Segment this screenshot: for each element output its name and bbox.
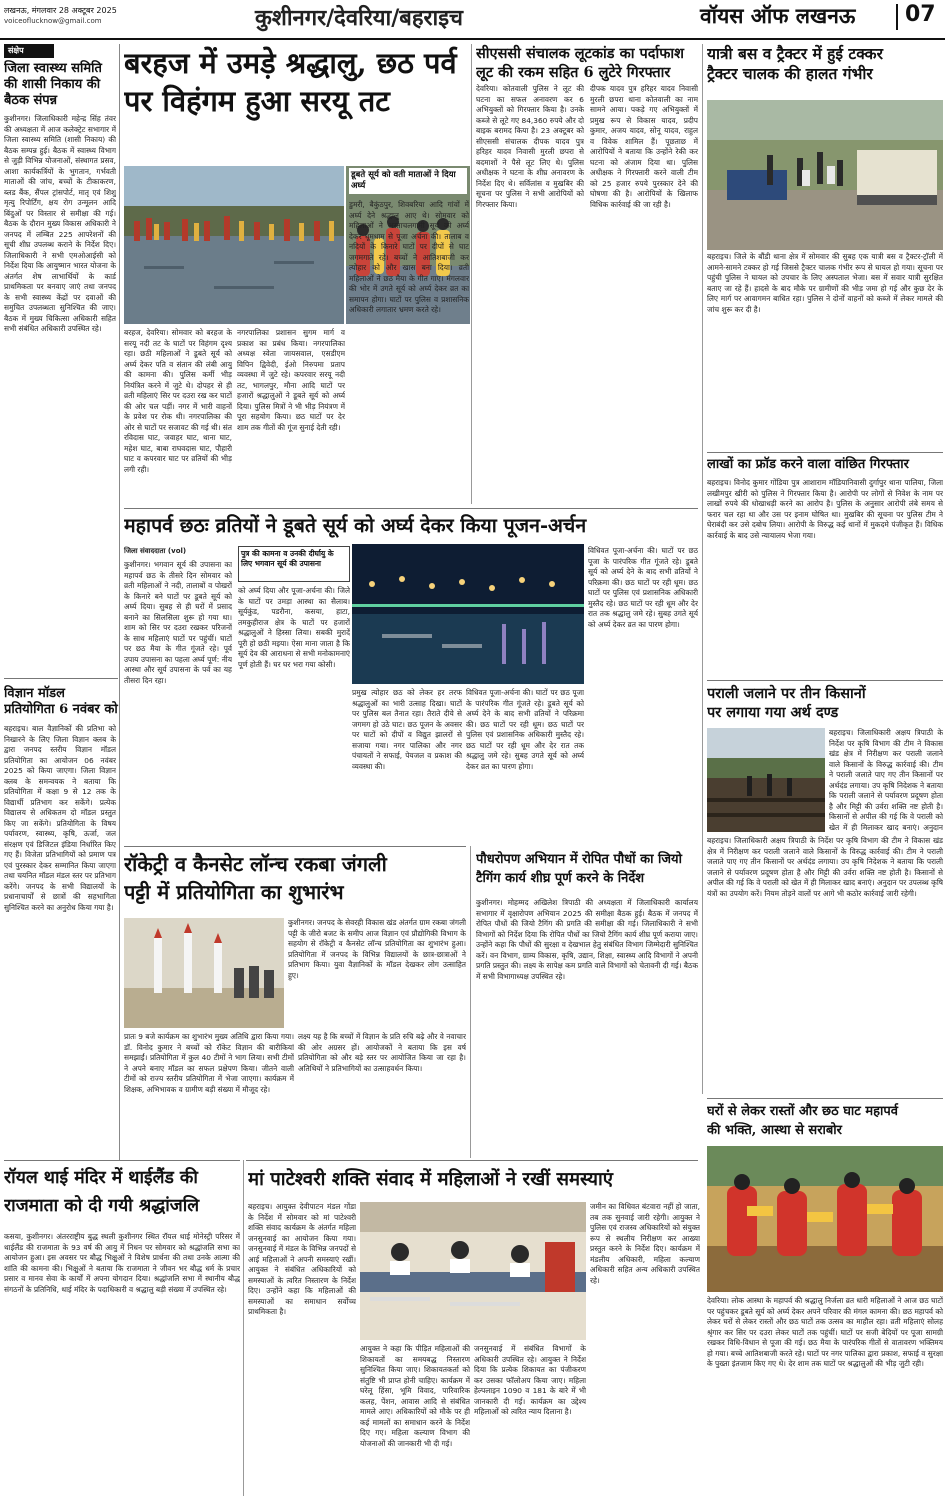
brief-science-model-body: बहराइच। बाल वैज्ञानिकों की प्रतिभा को निखारने के लिए जिला विज्ञान क्लब के द्वारा जनपद स्तरीय विज्ञान मॉडल प्रतियोगिता का आयोजन 06 नवंबर 2025 को किया जाएगा। जिला विज्ञान क्लब के समन्वयक ने बताया कि प्रतियोगिता में कक्षा 9 से 12 तक के विद्यार्थी प्रतिभाग कर सकेंगे। प्रत्येक विद्यालय से अधिकतम दो मॉडल प्रस्तुत किए जा सकेंगे। प्रतियोगिता के विषय पर्यावरण, स्वास्थ्य, कृषि, ऊर्जा, जल संरक्षण एवं डिजिटल इंडिया निर्धारित किए गए हैं। विजेता प्रतिभागियों को प्रमाण पत्र एवं पुरस्कार देकर सम्मानित किया जाएगा तथा चयनित मॉडल मंडल स्तर पर प्रतिभाग करेंगे। जनपद के सभी विद्यालयों के प्रधानाचार्यों से छात्रों की सहभागिता सुनिश्चित करने का अनुरोध किया गया है। bbox=[4, 724, 116, 912]
column-divider bbox=[470, 846, 471, 1158]
brief-health-committee-body: कुशीनगर। जिलाधिकारी महेन्द्र सिंह तंवर की अध्यक्षता में आज कलेक्ट्रेट सभागार में जिला स्वास्थ्य समिति (शासी निकाय) की बैठक सम्पन्न हुई। बैठक में स्वास्थ्य विभाग से जुड़ी विभिन्न योजनाओं, संस्थागत प्रसव, आशा कार्यकर्त्रियों के भुगतान, गर्भवती माताओं की जांच, बच्चों के टीकाकरण, ब्लड बैंक, सैंपल ट्रांसपोर्ट, मातृ एवं शिशु मृत्यु रिपोर्टिंग, क्षय रोग उन्मूलन आदि बिंदुओं पर विस्तार से समीक्षा की गई। बैठक के दौरान मुख्य विकास अधिकारी ने जनपद में लम्बित 225 आपरेशनों की सूची शीघ्र उपलब्ध कराने के निर्देश दिए। जिलाधिकारी ने सभी एमओआईसी को निर्देश दिया कि आयुष्मान भारत योजना के अंतर्गत शेष लाभार्थियों के कार्ड प्राथमिकता पर बनवाए जाएं तथा जनपद के सभी स्वास्थ्य केंद्रों पर दवाओं की समुचित उपलब्धता सुनिश्चित की जाए। बैठक में मुख्य चिकित्सा अधिकारी सहित सभी संबंधित अधिकारी उपस्थित रहे। bbox=[4, 114, 116, 333]
divider bbox=[4, 1160, 240, 1161]
column-divider bbox=[243, 1160, 244, 1496]
thai-headline-block bbox=[4, 1164, 240, 1230]
women-body-col4: जमीन का विधिवत बंटवारा नहीं हो जाता, तब तक सुनवाई जारी रहेगी। आयुक्त ने पुलिस एवं राजस्व अधिकारियों को संयुक्त रूप से स्थलीय निरीक्षण कर आख्या प्रस्तुत करने के निर्देश दिए। कार्यक्रम में मंडलीय अधिकारी, महिला कल्याण अधिकारी सहित अन्य अधिकारी उपस्थित रहे। bbox=[590, 1202, 700, 1285]
stubble-headline-line2: पर लगाया गया अर्थ दण्ड bbox=[707, 704, 839, 721]
ghat-headline-block bbox=[707, 1102, 943, 1144]
chhath-night-ghat-photo bbox=[352, 544, 584, 684]
robbery-headline-line1: सीएससी संचालक लूटकांड का पर्दाफाश bbox=[476, 45, 685, 62]
issue-date: लखनऊ, मंगलवार 28 अक्टूबर 2025 bbox=[4, 6, 117, 15]
bus-headline-line1: यात्री बस व ट्रैक्टर में हुई टक्कर bbox=[707, 44, 883, 63]
women-body-col3: जनसुनवाई में संबंधित विभागों के अधिकारी उपस्थित रहे। आयुक्त ने निर्देश दिया कि प्रत्येक शिकायत का पंजीकरण कर उसका फॉलोअप किया जाए। महिला हेल्पलाइन 1090 व 181 के बारे में भी जानकारी दी गई। कार्यक्रम का उद्देश्य महिलाओं को त्वरित न्याय दिलाना है। bbox=[474, 1344, 586, 1416]
robbery-body-col1: देवरिया। कोतवाली पुलिस ने लूट की घटना का सफल अनावरण कर 6 अभियुक्तों को गिरफ्तार किया है। उनके कब्जे से लूटे गए 84,360 रुपये और दो बाइक बरामद किया है। 23 अक्टूबर को सीएससी संचालक दीपक यादव पुत्र हरिहर यादव निवासी मुरली छपरा से बदमाशों ने पैसे लूट लिए थे। पुलिस अधीक्षक ने घटना के शीघ्र अनावरण के निर्देश दिए थे। सर्विलांस व मुखबिर की सूचना पर पुलिस ने सभी आरोपियों को गिरफ्तार किया। bbox=[476, 84, 584, 209]
rocket-headline-block bbox=[124, 850, 466, 914]
rocket-body-col1: कुशीनगर। जनपद के सेवरही विकास खंड अंतर्गत ग्राम रकबा जंगली पट्टी के जीरो बजट के समीप आज विज्ञान एवं प्रौद्योगिकी विभाग के सहयोग से रॉकेट्री व कैनसेट लॉन्च प्रतियोगिता का शुभारंभ हुआ। प्रतियोगिता में जनपद के विभिन्न विद्यालयों के छात्र-छात्राओं ने प्रतिभाग किया। युवा वैज्ञानिकों के मॉडल देखकर लोग उत्साहित हुए। bbox=[288, 918, 466, 980]
column-divider bbox=[702, 44, 703, 1094]
women-body-col2: आयुक्त ने कहा कि पीड़ित महिलाओं की शिकायतों का समयबद्ध निस्तारण सुनिश्चित किया जाए। शिकायतकर्ता को संतुष्टि भी प्राप्त होनी चाहिए। कार्यक्रम में घरेलू हिंसा, भूमि विवाद, पारिवारिक कलह, पेंशन, आवास आदि से संबंधित मामले आए। अधिकारियों को मौके पर ही कई मामलों का समाधान करने के निर्देश दिए गए। महिला कल्याण विभाग की योजनाओं की जानकारी भी दी गई। bbox=[360, 1344, 470, 1448]
chhath-body-col4: विधिवत पूजा-अर्चना की। घाटों पर छठ पूजा के पारंपरिक गीत गूंजते रहे। डूबते सूर्य को अर्घ्य देने के बाद सभी व्रतियों ने परिक्रमा की। छठ घाटों पर रही धूम। छठ घाटों पर पुलिस एवं प्रशासनिक अधिकारी मुस्तैद रहे। छठ घाटों पर रही धूम और देर रात तक श्रद्धालु जमे रहे। सुबह उगते सूर्य को अर्घ्य देकर व्रत का पारण होगा। bbox=[588, 546, 698, 629]
divider bbox=[124, 508, 698, 509]
briefs-label: संक्षेप bbox=[4, 44, 54, 58]
brand-logo: वॉयस ऑफ लखनऊ bbox=[700, 3, 856, 28]
chhath-byline: जिला संवाददाता (vol) bbox=[124, 547, 187, 555]
masthead bbox=[0, 0, 945, 40]
lead-body-col3: डुमरी, बैकुंठपुर, शिवबरिया आदि गांवों में अर्घ्य देने श्रद्धालु आए थे। सोमवार को महिलाओं ने अस्ताचलगामी सूर्य को अर्घ्य देकर धूमधाम से पूजा अर्चना की। तालाब व नदियों के किनारे घाटों पर दीपों से घाट जगमगाते रहे। बच्चों ने आतिशबाजी कर त्योहार को और खास बना दिया। व्रती महिलाओं ने छठ मैया के गीत गाए। मंगलवार की भोर में उगते सूर्य को अर्घ्य देकर व्रत का समापन होगा। घाटों पर पुलिस व प्रशासनिक अधिकारी लगातार भ्रमण करते रहे। bbox=[349, 200, 469, 314]
thai-body: कसया, कुशीनगर। अंतरराष्ट्रीय बुद्ध स्थली कुशीनगर स्थित रॉयल थाई मोनेस्ट्री परिसर में थाईलैंड की राजमाता के 93 वर्ष की आयु में निधन पर सोमवार को श्रद्धांजलि सभा का आयोजन हुआ। इस अवसर पर बौद्ध भिक्षुओं ने विशेष प्रार्थना की तथा उनके आत्मा की शांति की कामना की। भिक्षुओं ने बताया कि राजमाता ने जीवन भर बौद्ध धर्म के प्रचार प्रसार व मानव सेवा के कार्यों में अपना योगदान दिया। श्रद्धांजलि सभा में स्थानीय बौद्ध संगठनों के प्रतिनिधि, थाई मंदिर के पदाधिकारी व श्रद्धालु बड़ी संख्या में उपस्थित रहे। bbox=[4, 1232, 240, 1294]
ghat-women-photo bbox=[707, 1146, 943, 1292]
lead-photo-river-ghat bbox=[124, 166, 344, 324]
sidebar-briefs bbox=[4, 44, 120, 1160]
stubble-body-part2: बहराइच। जिलाधिकारी अक्षय त्रिपाठी के निर्देश पर कृषि विभाग की टीम ने विकास खंड क्षेत्र में निरीक्षण कर पराली जलाने वाले किसानों के विरुद्ध कार्रवाई की। टीम ने पराली जलाते पाए गए तीन किसानों पर अर्थदंड लगाया। उप कृषि निदेशक ने बताया कि पराली जलाने से पर्यावरण प्रदूषण होता है और मिट्टी की उर्वरा शक्ति नष्ट होती है। किसानों से अपील की गई कि वे पराली को खेत में ही मिलाकर खाद बनाएं। अनुदान पर उपलब्ध कृषि यंत्रों का उपयोग करें। नियम तोड़ने वालों पर आगे भी कठोर कार्रवाई जारी रहेगी। bbox=[707, 836, 943, 898]
rocket-headline-line2: पट्टी में प्रतियोगिता का शुभारंभ bbox=[124, 880, 344, 904]
lead-subhead-text: डूबते सूर्य को वती माताओं ने दिया अर्घ्य bbox=[349, 168, 467, 194]
lead-body-col2: नगरपालिका प्रशासन सुगम मार्ग व प्रकाश का प्रबंध किया। नगरपालिका अध्यक्ष स्वेता जायसवाल, एसडीएम विपिन द्विवेदी, ईओ निरुपमा प्रताप व्यवस्था में जुटे रहे। कपरवार सरयू नदी तट, भागलपुर, मौना आदि घाटों पर हजारों श्रद्धालुओं ने डूबते सूर्य को अर्घ्य दिया। पुलिस मित्रों ने भी भीड़ नियंत्रण में पूरा सहयोग किया। छठ घाटों पर देर शाम तक गीतों की गूंज सुनाई देती रही। bbox=[237, 328, 345, 432]
ghat-headline-line1: घरों से लेकर रास्तों और छठ घाट महापर्व bbox=[707, 1104, 899, 1119]
women-body-col1: बहराइच। आयुक्त देवीपाटन मंडल गोंडा के निर्देश में सोमवार को मां पाटेश्वरी शक्ति संवाद कार्यक्रम के अंतर्गत महिला जनसुनवाई का आयोजन किया गया। जनसुनवाई में मंडल के विभिन्न जनपदों से आई महिलाओं ने अपनी समस्याएं रखीं। आयुक्त ने संबंधित अधिकारियों को समस्याओं के त्वरित निस्तारण के निर्देश दिए। उन्होंने कहा कि महिलाओं की समस्याओं का समाधान सर्वोच्च प्राथमिकता है। bbox=[248, 1202, 356, 1316]
rocket-body-col2: प्रातः 9 बजे कार्यक्रम का शुभारंभ मुख्य अतिथि द्वारा किया गया। डॉ. विनोद कुमार ने बच्चों को रॉकेट विज्ञान की बारीकियां समझाईं। प्रतियोगिता में कुल 40 टीमों ने भाग लिया। सभी टीमों ने अपने बनाए मॉडल का सफल प्रक्षेपण किया। जीतने वाली टीमों को राज्य स्तरीय प्रतियोगिता में भेजा जाएगा। कार्यक्रम में शिक्षक, अभिभावक व ग्रामीण बड़ी संख्या में मौजूद रहे। bbox=[124, 1032, 294, 1094]
divider bbox=[707, 680, 943, 681]
lead-headline-line1: बरहज में उमड़े श्रद्धालु, छठ पर्व bbox=[124, 46, 457, 80]
bus-headline-line2: ट्रैक्टर चालक की हालत गंभीर bbox=[707, 64, 873, 83]
lead-headline-block bbox=[124, 44, 469, 164]
divider bbox=[707, 1098, 943, 1099]
rocket-body-col3: लक्ष्य यह है कि बच्चों में विज्ञान के प्रति रुचि बढ़े और वे नवाचार की ओर अग्रसर हों। आयोजकों ने बताया कि इस वर्ष प्रतियोगिता को और बड़े स्तर पर आयोजित किया जा रहा है। अतिथियों ने प्रतिभागियों का उत्साहवर्धन किया। bbox=[298, 1032, 466, 1073]
robbery-body-col2: दीपक यादव पुत्र हरिहर यादव निवासी मुरली छपरा थाना कोतवाली का नाम सामने आया। पकड़े गए अभियुक्तों में प्रमुख रूप से विकास यादव, प्रदीप कुमार, अजय यादव, सोनू यादव, राहुल व विवेक शामिल हैं। पूछताछ में आरोपियों ने बताया कि उन्होंने रेकी कर घटना को अंजाम दिया था। पुलिस अधीक्षक ने गिरफ्तारी करने वाली टीम को 25 हजार रुपये पुरस्कार देने की घोषणा की है। आरोपियों के खिलाफ विधिक कार्रवाई की जा रही है। bbox=[590, 84, 698, 209]
fraud-headline: लाखों का फ्रॉड करने वाला वांछित गिरफ्तार bbox=[707, 457, 909, 472]
chhath-body-col3b: विधिवत पूजा-अर्चना की। घाटों पर छठ पूजा के पारंपरिक गीत गूंजते रहे। डूबते सूर्य को अर्घ्य देने के बाद सभी व्रतियों ने परिक्रमा की। छठ घाटों पर रही धूम। छठ घाटों पर पुलिस एवं प्रशासनिक अधिकारी मुस्तैद रहे। छठ घाटों पर रही धूम और देर रात तक श्रद्धालु जमे रहे। सुबह उगते सूर्य को अर्घ्य देकर व्रत का पारण होगा। bbox=[466, 688, 584, 771]
stubble-field-photo bbox=[707, 728, 825, 832]
plant-headline-line2: टैगिंग कार्य शीघ्र पूर्ण करने के निर्देश bbox=[476, 871, 645, 886]
chhath-body-col2: को अर्घ्य दिया और पूजा-अर्चना की। जिले के घाटों पर उमड़ा आस्था का सैलाब। सूर्यकुंड, पडरौना, कसया, हाटा, तमकुहीराज क्षेत्र के घाटों पर हजारों श्रद्धालुओं ने हिस्सा लिया। सबकी मुरादें पूरी हो छठी मइया। ऐसा माना जाता है कि सूर्य देव की आराधना से सभी मनोकामनाएं पूर्ण होती हैं। घर घर भरा गया कोसी। bbox=[238, 586, 350, 669]
chhath-note-box bbox=[238, 546, 350, 582]
column-divider bbox=[471, 44, 472, 504]
rocket-event-photo bbox=[124, 918, 284, 1028]
plant-body: कुशीनगर। मोहम्मद अखिलेश त्रिपाठी की अध्यक्षता में जिलाधिकारी कार्यालय सभागार में वृक्षारोपण अभियान 2025 की समीक्षा बैठक हुई। बैठक में जनपद में रोपित पौधों की जियो टैगिंग की प्रगति की समीक्षा की गई। जिलाधिकारी ने सभी विभागों को निर्देश दिया कि रोपित पौधों का जियो टैगिंग कार्य शीघ्र पूर्ण कराया जाए। उन्होंने कहा कि पौधों की सुरक्षा व देखभाल हेतु संबंधित विभाग जिम्मेदारी सुनिश्चित करें। वन विभाग, ग्राम्य विकास, कृषि, उद्यान, शिक्षा, स्वास्थ्य आदि विभागों ने अपनी प्रगति प्रस्तुत की। लक्ष्य के सापेक्ष कम प्रगति वाले विभागों को चेतावनी दी गई। बैठक में सभी विभागाध्यक्ष उपस्थित रहे। bbox=[476, 898, 698, 981]
plant-headline-block bbox=[476, 850, 698, 894]
chhath-note-text: पुत्र की कामना व उनकी दीर्घायु के लिए भगवान सूर्य की उपासना bbox=[241, 549, 334, 568]
brief-health-committee-title: जिला स्वास्थ्य समिति की शासी निकाय की बैठक संपन्न bbox=[4, 61, 102, 108]
bus-body: बहराइच। जिले के बौंडी थाना क्षेत्र में सोमवार की सुबह एक यात्री बस व ट्रैक्टर-ट्रॉली में आमने-सामने टक्कर हो गई जिससे ट्रैक्टर चालक गंभीर रूप से घायल हो गया। सूचना पर पहुंची पुलिस ने घायल को उपचार के लिए अस्पताल भेजा। बस में सवार यात्री सुरक्षित बताए जा रहे हैं। हादसे के बाद मौके पर ग्रामीणों की भीड़ जमा हो गई और कुछ देर के लिए मार्ग पर आवागमन बाधित रहा। पुलिस ने दोनों वाहनों को कब्जे में लेकर मामले की जांच शुरू कर दी है। bbox=[707, 252, 943, 314]
thai-headline-line1: रॉयल थाई मंदिर में थाईलैंड की bbox=[4, 1168, 198, 1188]
divider bbox=[124, 846, 466, 847]
page-number: 07 bbox=[905, 2, 936, 27]
stubble-headline-line1: पराली जलाने पर तीन किसानों bbox=[707, 685, 866, 702]
bus-headline-block bbox=[707, 44, 943, 106]
ghat-body: देवरिया। लोक आस्था के महापर्व की श्रद्धालु निर्जला व्रत धारी महिलाओं ने आज छठ घाटों पर पहुंचकर डूबते सूर्य को अर्घ्य देकर अपने परिवार की मंगल कामना की। छठ महापर्व को लेकर घरों से लेकर रास्तों और छठ घाटों तक उत्सव का माहौल रहा। व्रती महिलाएं सोलह श्रृंगार कर सिर पर दउरा लेकर घाटों तक पहुंचीं। घाटों पर सजी बेदियों पर पूजा सामग्री रखकर विधि-विधान से पूजा की गई। छठ मैया के पारंपरिक गीतों से वातावरण भक्तिमय हो गया। बच्चे आतिशबाजी करते रहे। घाटों पर नगर पालिका द्वारा प्रकाश, सफाई व सुरक्षा के पुख्ता इंतजाम किए गए थे। देर शाम तक घाटों पर श्रद्धालुओं की भीड़ जुटी रही। bbox=[707, 1296, 943, 1368]
women-headline: मां पाटेश्वरी शक्ति संवाद में महिलाओं ने रखीं समस्याएं bbox=[248, 1169, 614, 1190]
divider bbox=[707, 452, 943, 453]
robbery-headline-line2: लूट की रकम सहित 6 लुटेरे गिरफ्तार bbox=[476, 64, 671, 81]
plant-headline-line1: पौधरोपण अभियान में रोपित पौधों का जियो bbox=[476, 852, 682, 867]
masthead-divider bbox=[896, 4, 898, 30]
bus-accident-photo bbox=[707, 100, 943, 250]
divider bbox=[4, 678, 118, 679]
women-hearing-photo bbox=[360, 1202, 586, 1340]
chhath-headline: महापर्व छठः व्रतियों ने डूबते सूर्य को अर्घ्य देकर किया पूजन-अर्चन bbox=[124, 514, 587, 537]
contact-email: voiceoflucknow@gmail.com bbox=[4, 17, 102, 25]
rocket-headline-line1: रॉकेट्री व कैनसेट लॉन्च रकबा जंगली bbox=[124, 852, 387, 876]
lead-body-col1: बरहज, देवरिया। सोमवार को बरहज के सरयू नदी तट के घाटों पर विहंगम दृश्य रहा। छठी महिलाओं ने डूबते सूर्य को अर्घ्य देकर पति व संतान की लंबी आयु की कामना की। पुलिस कर्मी भीड़ नियंत्रित करने में जुटे थे। दोपहर से ही व्रती महिलाएं सिर पर दउरा रख कर घाटों की ओर चल पड़ीं। नगर में भारी वाहनों के प्रवेश पर रोक थी। नगरपालिका की ओर से घाटों पर सजावट की गई थी। संत रविदास घाट, जवाहर घाट, थाना घाट, महेश घाट, बाबा राघवदास घाट, पौहारी घाट व कपरवार घाट पर व्रतियों की भीड़ लगी रही। bbox=[124, 328, 232, 474]
divider bbox=[246, 1160, 698, 1161]
lead-subhead bbox=[349, 168, 467, 196]
chhath-body-col1: कुशीनगर। भगवान सूर्य की उपासना का महापर्व छठ के तीसरे दिन सोमवार को व्रती महिलाओं ने नदी, तालाबों व पोखरों के किनारे बने घाटों पर डूबते सूर्य को अर्घ्य दिया। सुबह से ही घरों में प्रसाद बनाने का सिलसिला शुरू हो गया था। शाम को सिर पर दउरा रखकर परिजनों के साथ महिलाएं घाटों पर पहुंचीं। घाटों पर छठ मैया के गीत गूंजते रहे। पूर्व उपाय उपासना का पहला अर्घ्य पूर्ण: नीय आस्था और सूर्य उपासना के पर्व का यह तीसरा दिन रहा। bbox=[124, 560, 232, 685]
stubble-body-part1: बहराइच। जिलाधिकारी अक्षय त्रिपाठी के निर्देश पर कृषि विभाग की टीम ने विकास खंड क्षेत्र में निरीक्षण कर पराली जलाने वाले किसानों के विरुद्ध कार्रवाई की। टीम ने पराली जलाते पाए गए तीन किसानों पर अर्थदंड लगाया। उप कृषि निदेशक ने बताया कि पराली जलाने से पर्यावरण प्रदूषण होता है और मिट्टी की उर्वरा शक्ति नष्ट होती है। किसानों से अपील की गई कि वे पराली को खेत में ही मिलाकर खाद बनाएं। अनुदान bbox=[829, 728, 943, 832]
brief-science-model-title: विज्ञान मॉडल प्रतियोगिता 6 नवंबर को bbox=[4, 686, 118, 717]
ghat-headline-line2: की भक्ति, आस्था से सराबोर bbox=[707, 1123, 842, 1138]
chhath-body-col3: प्रमुख त्योहार छठ को लेकर हर तरफ श्रद्धालुओं का भारी उत्साह दिखा। घाटों पर पुलिस बल तैनात रहा। तैराते दीये से जगमग हो उठे घाट। छठ पूजन के अवसर पर घाटों को दीपों व विद्युत झालरों से सजाया गया। नगर पालिका और नगर पंचायतों ने सफाई, पेयजल व प्रकाश की व्यवस्था की। bbox=[352, 688, 462, 771]
section-title: कुशीनगर/देवरिया/बहराइच bbox=[255, 5, 463, 31]
thai-headline-line2: राजमाता को दी गयी श्रद्धांजलि bbox=[4, 1196, 200, 1216]
fraud-body: बहराइच। विनोद कुमार गोंडिया पुत्र आशाराम मॉडियानिवासी दुर्गापुर थाना पालिया, जिला लखीमपुर खीरी को पुलिस ने गिरफ्तार किया है। आरोपी पर लोगों से निवेश के नाम पर लाखों रुपये की धोखाधड़ी करने का आरोप है। पुलिस के अनुसार आरोपी लंबे समय से फरार चल रहा था और उस पर इनाम घोषित था। मुखबिर की सूचना पर पुलिस टीम ने घेराबंदी कर उसे दबोच लिया। आरोपी के विरुद्ध कई थानों में मुकदमे पंजीकृत हैं। विधिक कार्रवाई के बाद उसे न्यायालय भेजा गया। bbox=[707, 478, 943, 540]
lead-headline-line2: पर विहंगम हुआ सरयू तट bbox=[124, 84, 390, 118]
stubble-headline-block bbox=[707, 684, 943, 726]
